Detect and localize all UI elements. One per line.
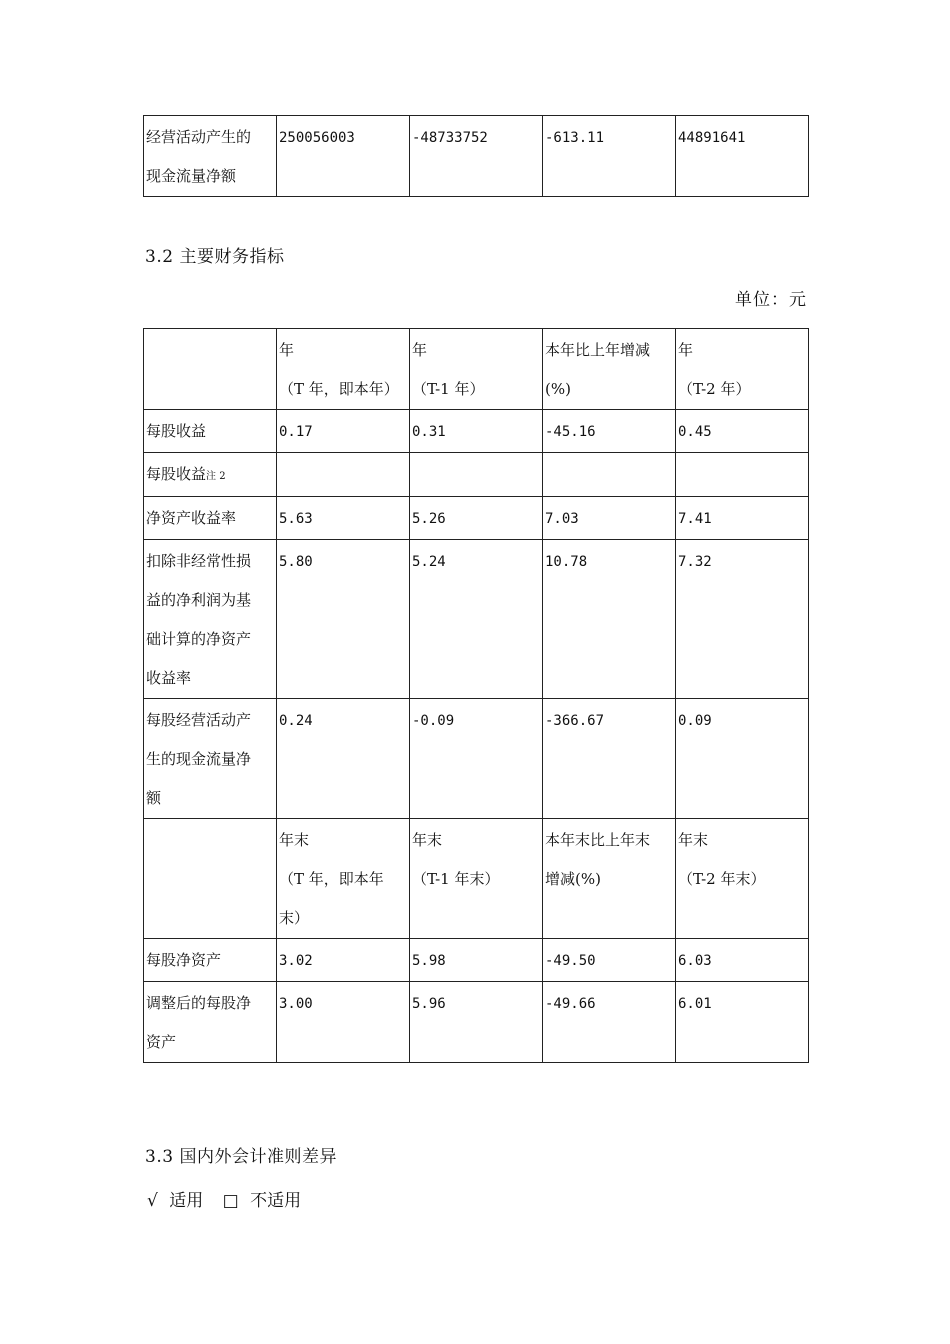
header-empty-cell xyxy=(144,329,277,410)
cell-value: 5.96 xyxy=(410,982,543,1063)
cell-value: -613.11 xyxy=(543,116,676,197)
row-label: 净资产收益率 xyxy=(144,497,277,540)
table-row xyxy=(144,116,809,197)
cell-value: 7.41 xyxy=(676,497,809,540)
section-heading-3-2: 3.2 主要财务指标 xyxy=(145,247,285,267)
row-label: 每股收益注 2 xyxy=(144,453,277,497)
cell-value xyxy=(543,453,676,497)
applicability-options xyxy=(147,1186,307,1211)
cell-value: 7.32 xyxy=(676,540,809,699)
check-mark-icon[interactable]: √ xyxy=(147,1191,158,1211)
row-label: 调整后的每股净 资产 xyxy=(144,982,277,1063)
row-label: 每股经营活动产 生的现金流量净 额 xyxy=(144,699,277,819)
cell-value xyxy=(676,453,809,497)
header-cell: 本年末比上年末 增减(%) xyxy=(543,819,676,939)
table-row xyxy=(144,699,809,819)
table-row xyxy=(144,982,809,1063)
header-cell: 年 （T 年，即本年） xyxy=(277,329,410,410)
cell-value: 5.98 xyxy=(410,939,543,982)
cell-value: 10.78 xyxy=(543,540,676,699)
row-label: 经营活动产生的 现金流量净额 xyxy=(144,116,277,197)
unit-label: 单位：元 xyxy=(735,290,807,310)
table-row xyxy=(144,540,809,699)
cell-value: 5.24 xyxy=(410,540,543,699)
section-heading-3-3: 3.3 国内外会计准则差异 xyxy=(145,1147,337,1167)
header-cell: 年末 （T-2 年末） xyxy=(676,819,809,939)
header-cell: 年末 （T-1 年末） xyxy=(410,819,543,939)
header-cell: 年 （T-2 年） xyxy=(676,329,809,410)
cashflow-table xyxy=(143,115,809,197)
header-cell: 本年比上年增减 (%) xyxy=(543,329,676,410)
row-label: 每股净资产 xyxy=(144,939,277,982)
cell-value: -49.66 xyxy=(543,982,676,1063)
cell-value: -45.16 xyxy=(543,410,676,453)
cell-value: 5.26 xyxy=(410,497,543,540)
cell-value: -366.67 xyxy=(543,699,676,819)
cell-value: -48733752 xyxy=(410,116,543,197)
cell-value: 3.02 xyxy=(277,939,410,982)
cell-value: 0.45 xyxy=(676,410,809,453)
table-row xyxy=(144,939,809,982)
cell-value: 0.17 xyxy=(277,410,410,453)
checkbox-icon[interactable]: □ xyxy=(222,1191,239,1211)
financial-indicators-table xyxy=(143,328,809,1063)
option-not-applicable-label: 不适用 xyxy=(250,1191,302,1211)
cell-value: 5.63 xyxy=(277,497,410,540)
cell-value: 7.03 xyxy=(543,497,676,540)
cell-value: 6.03 xyxy=(676,939,809,982)
row-label: 扣除非经常性损 益的净利润为基 础计算的净资产 收益率 xyxy=(144,540,277,699)
table-row xyxy=(144,497,809,540)
cell-value xyxy=(410,453,543,497)
footnote-mark: 注 2 xyxy=(206,471,226,482)
header-cell: 年 （T-1 年） xyxy=(410,329,543,410)
cell-value: 250056003 xyxy=(277,116,410,197)
table-row xyxy=(144,410,809,453)
cell-value: -0.09 xyxy=(410,699,543,819)
cell-value: -49.50 xyxy=(543,939,676,982)
cell-value: 3.00 xyxy=(277,982,410,1063)
cell-value: 0.31 xyxy=(410,410,543,453)
cell-value: 0.09 xyxy=(676,699,809,819)
table-row xyxy=(144,453,809,497)
option-applicable-label: 适用 xyxy=(169,1191,204,1211)
table-header-row xyxy=(144,819,809,939)
cell-value: 0.24 xyxy=(277,699,410,819)
cell-value: 5.80 xyxy=(277,540,410,699)
cell-value: 6.01 xyxy=(676,982,809,1063)
header-cell: 年末 （T 年，即本年 末） xyxy=(277,819,410,939)
header-empty-cell xyxy=(144,819,277,939)
row-label: 每股收益 xyxy=(144,410,277,453)
cell-value xyxy=(277,453,410,497)
table-header-row xyxy=(144,329,809,410)
cell-value: 44891641 xyxy=(676,116,809,197)
